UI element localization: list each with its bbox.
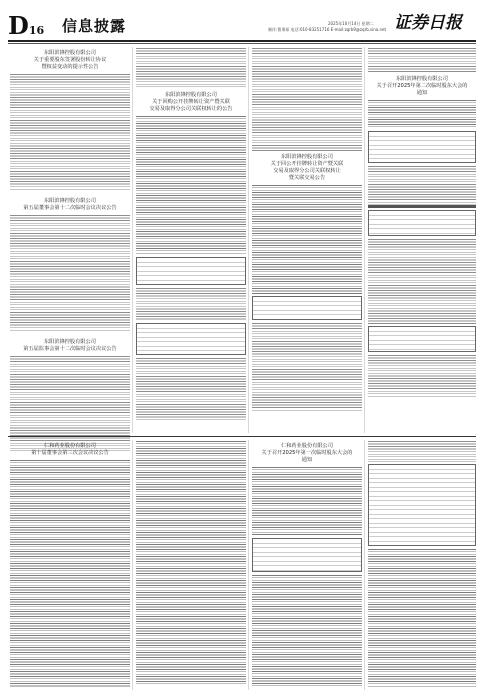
article-b2 [252, 154, 362, 412]
column-divider [248, 47, 249, 433]
article-body [136, 357, 246, 421]
column-divider [364, 47, 365, 433]
article-body [10, 73, 130, 191]
data-table [368, 326, 476, 352]
article-body [136, 47, 246, 89]
article-body [368, 99, 476, 129]
article-body [368, 548, 476, 688]
article-body [10, 459, 130, 687]
column-2-lower [136, 440, 246, 686]
article-body [252, 574, 362, 686]
article-headline: 东阳滨锋控股有限公司 关于回公开挂牌转让资产暨关联 交易及取得分公司关联权转让 暨关联交易公告 [270, 154, 344, 181]
column-divider [132, 440, 133, 690]
page-number: D16 [8, 11, 45, 40]
data-table [368, 210, 476, 236]
section-divider [8, 436, 476, 437]
data-table [368, 464, 476, 546]
column-3-upper [252, 47, 362, 412]
article-body [368, 354, 476, 398]
article-d1 [10, 440, 130, 687]
article-headline: 东阳滨锋控股有限公司 关于重要股东签署股份转让协议 暨权益变动的提示性公告 [33, 50, 107, 70]
column-4-lower [368, 440, 476, 688]
issue-contact: 制作:曹秉琛 电话:010-83251716 E-mail:zqrb9@zqrb.sina.net [268, 27, 387, 32]
article-headline: 东阳滨锋控股有限公司 关于回购公开挂牌转让资产暨关联 交易及取得分公司关联权转让的公告 [149, 92, 233, 112]
column-divider [248, 440, 249, 690]
column-divider [364, 440, 365, 690]
article-c1 [368, 76, 476, 398]
section-title: 信息披露 [62, 17, 127, 35]
column-2-upper [136, 47, 246, 421]
article-d2 [252, 443, 362, 686]
data-table [136, 257, 246, 285]
article-body [252, 184, 362, 294]
article-body [252, 322, 362, 412]
article-body [368, 238, 476, 324]
data-table [252, 538, 362, 572]
masthead-rule-thin [8, 43, 476, 44]
masthead [0, 0, 484, 40]
column-3-lower [252, 440, 362, 686]
article-headline: 东阳滨锋控股有限公司 关于召开2025年第二次临时股东大会的 通知 [376, 76, 468, 96]
column-1-upper [10, 47, 130, 451]
article-b1 [136, 92, 246, 421]
column-divider [132, 47, 133, 433]
article-body [368, 165, 476, 205]
data-table [136, 323, 246, 355]
masthead-rule [8, 40, 476, 42]
data-table [368, 131, 476, 163]
article-body [136, 287, 246, 321]
column-4-upper [368, 47, 476, 398]
article-headline: 东阳滨锋控股有限公司 第五届董事会第十二次临时会议决议公告 [23, 198, 117, 211]
column-1-lower [10, 440, 130, 687]
article-body [10, 214, 130, 332]
article-body [252, 466, 362, 536]
article-body [136, 115, 246, 255]
article-headline: 仁和药业股份有限公司 关于召开2025年第一次临时股东大会的 通知 [261, 443, 353, 463]
article-body [368, 47, 476, 73]
article-body [252, 47, 362, 151]
article-a2 [10, 198, 130, 332]
data-table [252, 296, 362, 320]
article-body [368, 440, 476, 462]
article-a3 [10, 339, 130, 451]
article-body [136, 440, 246, 686]
article-headline: 仁和药业股份有限公司 第十届董事会第三次会议决议公告 [31, 443, 109, 456]
newspaper-logo: 证券日报 [394, 13, 462, 33]
issue-date: 2025年10月14日 星期二 [328, 21, 374, 26]
article-headline: 东阳滨锋控股有限公司 第五届监事会第十二次临时会议决议公告 [23, 339, 117, 352]
article-a1 [10, 47, 130, 191]
